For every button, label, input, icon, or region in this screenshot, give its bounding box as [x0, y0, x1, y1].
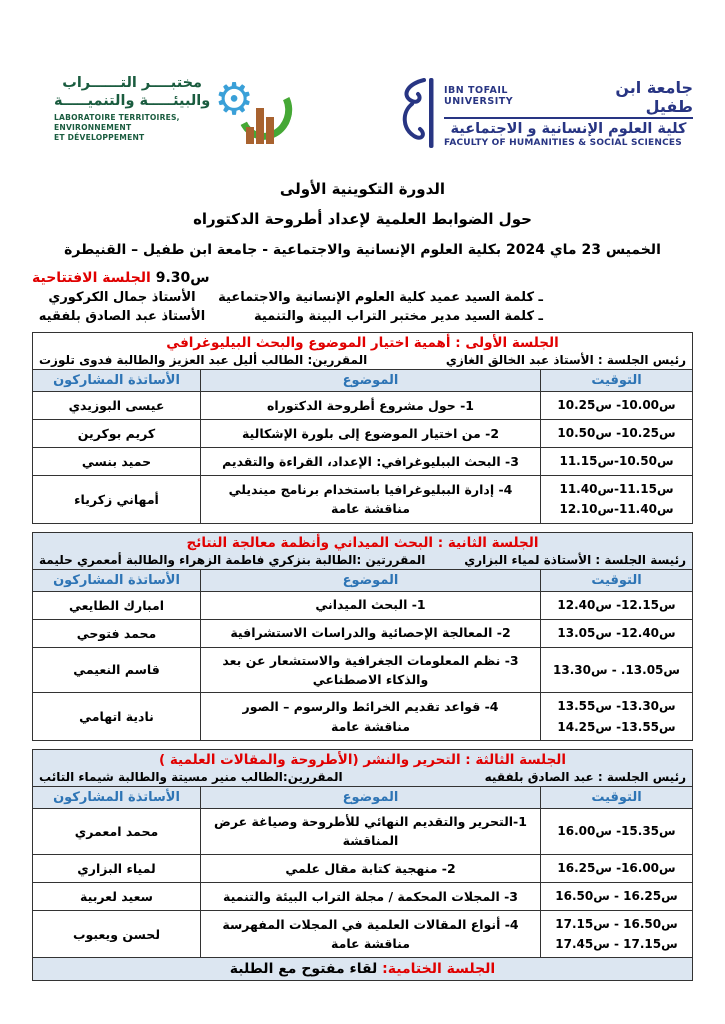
opening-item-speaker: الأستاذ عبد الصادق بلفقيه — [38, 309, 206, 324]
row-topic: 1- حول مشروع أطروحة الدكتوراه — [267, 397, 474, 413]
row-time: س12.15- س12.40 — [557, 597, 676, 612]
row-professor: كريم بوكرين — [33, 419, 201, 447]
title-subject: حول الضوابط العلمية لإعداد أطروحة الدكتوراه — [193, 210, 532, 228]
row-time: س11.40-س12.10 — [559, 502, 674, 517]
table-row — [33, 854, 693, 882]
column-professors: الأساتذة المشاركون — [33, 569, 201, 591]
row-time: س13.30- س13.55 — [557, 699, 676, 714]
row-professor: لحسن ويعبوب — [33, 910, 201, 958]
row-time: س10.00- س10.25 — [557, 398, 676, 413]
row-topic: 2- المعالجة الإحصائية والدراسات الاستشرافية — [230, 625, 511, 641]
table-row — [33, 619, 693, 647]
row-professor: نادية اتهامي — [33, 693, 201, 741]
row-professor: محمد فتوحي — [33, 619, 201, 647]
lab-name-arabic-line2: والبيئـــــة والتنميـــــة — [54, 93, 211, 110]
session-3-table — [32, 749, 693, 981]
session-1-table — [32, 332, 693, 524]
row-topic: 4- قواعد تقديم الخرائط والرسوم – الصور — [242, 699, 499, 715]
column-professors: الأساتذة المشاركون — [33, 786, 201, 808]
university-logo — [398, 74, 693, 152]
row-topic: 2- منهجية كتابة مقال علمي — [285, 860, 456, 876]
row-topic: 3- نظم المعلومات الجغرافية والاستشعار عن بعد والذكاء الاصطناعي — [222, 652, 519, 687]
session-2-table — [32, 532, 693, 741]
university-calligraphy-icon — [398, 74, 438, 152]
table-row — [33, 693, 693, 741]
column-topic: الموضوع — [201, 369, 541, 391]
table-row — [33, 882, 693, 910]
opening-item-speaker: الأستاذ جمال الكركوري — [48, 290, 196, 305]
row-topic: 3- البحث الببليوغرافي: الإعداد، القراءة والتقديم — [222, 453, 519, 469]
closing-session-row — [33, 958, 693, 981]
opening-item-text: ـ كلمة السيد مدير مختبر التراب البينة والتنمية — [254, 309, 543, 324]
buildings-icon — [246, 108, 274, 144]
row-time: س16.00- س16.25 — [557, 860, 676, 875]
session-2-title: الجلسة الثانية : البحث الميداني وأنظمة معالجة النتائج — [186, 534, 539, 551]
header-logos — [32, 74, 693, 166]
laboratory-logo-text — [54, 74, 210, 143]
lab-name-french-line1: LABORATOIRE TERRITOIRES, — [54, 113, 180, 123]
document-titles — [32, 180, 693, 258]
column-professors: الأساتذة المشاركون — [33, 369, 201, 391]
row-time: س17.15 - س17.45 — [555, 937, 678, 952]
table-row — [33, 647, 693, 693]
table-row — [33, 447, 693, 475]
faculty-name-arabic: كلية العلوم الإنسانية و الاجتماعية — [450, 121, 687, 137]
row-time: س13.55- س14.25 — [557, 719, 676, 734]
session-1-reporters: المقررين: الطالب أليل عبد العزيز والطالبة فدوى تلوزت — [39, 352, 368, 367]
row-time: س16.50 - س17.15 — [555, 916, 678, 931]
column-header-row — [33, 569, 693, 591]
session-3-header — [33, 750, 693, 787]
session-3-title: الجلسة الثالثة : التحرير والنشر (الأطروحة والمقالات العلمية ) — [159, 752, 566, 769]
row-topic: مناقشة عامة — [331, 718, 410, 734]
title-date-place: الخميس 23 ماي 2024 بكلية العلوم الإنسانية والاجتماعية - جامعة ابن طفيل – القنيطرة — [64, 242, 661, 258]
row-topic: 1-التحرير والتقديم النهائي للأطروحة وصياغة عرض المناقشة — [214, 813, 527, 849]
row-topic: 3- المجلات المحكمة / مجلة التراب البيئة والتنمية — [223, 888, 518, 904]
column-topic: الموضوع — [201, 569, 541, 591]
row-topic: 4- أنواع المقالات العلمية في المجلات المفهرسة — [222, 916, 519, 932]
opening-session-time: س9.30 — [155, 270, 210, 286]
session-2-reporters: المقررتين :الطالبة بنزكري فاطمة الزهراء والطالبة أمعمري حليمة — [39, 552, 426, 567]
row-professor: امبارك الطايعي — [33, 591, 201, 619]
table-row — [33, 391, 693, 419]
row-professor: لمياء البزاري — [33, 854, 201, 882]
column-time: التوقيت — [541, 569, 693, 591]
table-row — [33, 910, 693, 958]
column-time: التوقيت — [541, 369, 693, 391]
session-1-title: الجلسة الأولى : أهمية اختيار الموضوع والبحث البيليوغرافي — [166, 335, 559, 351]
table-row — [33, 475, 693, 523]
session-3-reporters: المقررين:الطالب منير مسيتة والطالبة شيماء التائب — [39, 769, 343, 784]
row-professor: محمد امعمري — [33, 808, 201, 854]
opening-session-items — [32, 290, 693, 324]
lab-name-french-line2: ENVIRONNEMENT — [54, 123, 132, 133]
row-time: س10.50-س11.15 — [559, 454, 674, 469]
opening-session-heading — [32, 270, 691, 286]
row-topic: مناقشة عامة — [331, 936, 410, 952]
lab-name-arabic-line1: مختبــــر التــــــراب — [62, 75, 203, 91]
table-row — [33, 419, 693, 447]
university-logo-text — [444, 78, 693, 148]
row-time: س10.25- س10.50 — [557, 426, 676, 441]
row-time: س16.25 - س16.50 — [555, 888, 678, 903]
row-topic: مناقشة عامة — [331, 501, 410, 517]
university-name-arabic: جامعة ابن طفيل — [615, 78, 693, 116]
opening-session-title: الجلسة الافتتاحية — [32, 270, 151, 286]
opening-item-text: ـ كلمة السيد عميد كلية العلوم الإنسانية والاجتماعية — [218, 290, 543, 305]
closing-session-label: الجلسة الختامية: — [382, 961, 496, 978]
laboratory-logo — [32, 74, 294, 158]
row-time: س13.05. - س13.30 — [553, 662, 680, 677]
column-time: التوقيت — [541, 786, 693, 808]
row-professor: قاسم النعيمي — [33, 647, 201, 693]
session-2-chair: رئيسة الجلسة : الأستاذة لمياء البزاري — [464, 552, 686, 567]
row-professor: حميد بنسي — [33, 447, 201, 475]
session-1-header — [33, 333, 693, 370]
lab-emblem — [216, 74, 294, 158]
row-topic: 4- إدارة الببليوغرافيا باستخدام برنامج مينديلي — [228, 481, 513, 497]
row-topic: 2- من اختيار الموضوع إلى بلورة الإشكالية — [241, 425, 500, 441]
column-header-row — [33, 369, 693, 391]
table-row — [33, 808, 693, 854]
closing-session-text: لقاء مفتوح مع الطلبة — [229, 961, 383, 978]
gear-icon: ⚙ — [214, 74, 254, 125]
session-2-header — [33, 532, 693, 569]
title-session-name: الدورة التكوينية الأولى — [279, 180, 446, 198]
opening-item — [32, 309, 693, 324]
column-header-row — [33, 786, 693, 808]
row-time: س15.35- س16.00 — [557, 824, 676, 839]
column-topic: الموضوع — [201, 786, 541, 808]
row-professor: عيسى البوزيدي — [33, 391, 201, 419]
table-row — [33, 591, 693, 619]
row-professor: سعيد لعربية — [33, 882, 201, 910]
row-time: س12.40- س13.05 — [557, 625, 676, 640]
session-3-chair: رئيس الجلسة : عبد الصادق بلفقيه — [484, 769, 686, 784]
university-name-english: IBN TOFAIL UNIVERSITY — [444, 85, 514, 107]
lab-name-french-line3: ET DÉVELOPPEMENT — [54, 132, 145, 142]
row-time: س11.15-س11.40 — [559, 481, 674, 496]
faculty-name-english: FACULTY OF HUMANITIES & SOCIAL SCIENCES — [444, 138, 682, 148]
row-topic: 1- البحث الميداني — [315, 597, 426, 613]
opening-item — [32, 290, 693, 305]
session-1-chair: رئيس الجلسة : الأستاذ عبد الخالق الغازي — [445, 352, 686, 367]
row-professor: أمهاني زكرياء — [33, 475, 201, 523]
